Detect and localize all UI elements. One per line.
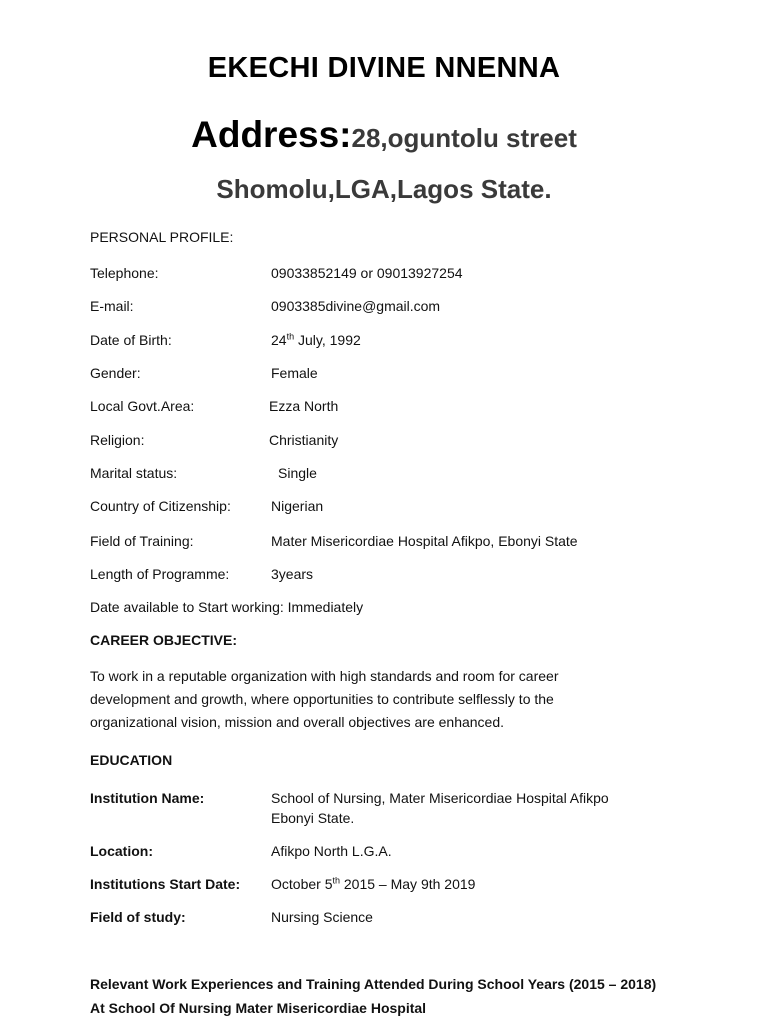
address-street: 28,oguntolu street — [351, 123, 577, 153]
training-label: Field of Training: — [90, 533, 194, 549]
dob-day: 24 — [271, 332, 287, 348]
training-value: Mater Misericordiae Hospital Afikpo, Ebonyi State — [271, 533, 578, 549]
start-date-pre: October 5 — [271, 876, 333, 892]
institution-value-line2: Ebonyi State. — [271, 810, 355, 826]
lga-label: Local Govt.Area: — [90, 398, 195, 414]
institution-label: Institution Name: — [90, 790, 205, 806]
institution-value-line1: School of Nursing, Mater Misericordiae Hospital Afikpo — [271, 790, 609, 806]
address-label: Address: — [191, 114, 352, 155]
start-date-label: Institutions Start Date: — [90, 876, 241, 892]
dob-rest: July, 1992 — [294, 332, 361, 348]
career-objective-line: To work in a reputable organization with high standards and room for career — [90, 668, 559, 684]
career-objective-heading: CAREER OBJECTIVE: — [90, 632, 238, 648]
telephone-value: 09033852149 or 09013927254 — [271, 265, 463, 281]
field-of-study-label: Field of study: — [90, 909, 186, 925]
location-value: Afikpo North L.G.A. — [271, 843, 392, 859]
work-experience-heading-line1: Relevant Work Experiences and Training Attended During School Years (2015 – 2018) — [90, 976, 657, 992]
gender-label: Gender: — [90, 365, 141, 381]
email-value: 0903385divine@gmail.com — [271, 298, 441, 314]
availability-line: Date available to Start working: Immediately — [90, 599, 364, 615]
programme-length-label: Length of Programme: — [90, 566, 230, 582]
programme-length-value: 3years — [271, 566, 314, 582]
dob-suffix: th — [286, 331, 295, 342]
career-objective-line: development and growth, where opportunities to contribute selflessly to the — [90, 691, 554, 707]
telephone-label: Telephone: — [90, 265, 159, 281]
start-date-suffix: th — [332, 875, 340, 886]
citizenship-label: Country of Citizenship: — [90, 498, 231, 514]
gender-value: Female — [271, 365, 318, 381]
religion-value: Christianity — [269, 432, 339, 448]
start-date-post: 2015 – May 9th 2019 — [340, 876, 476, 892]
marital-value: Single — [278, 465, 317, 481]
personal-profile-heading: PERSONAL PROFILE: — [90, 229, 234, 245]
religion-label: Religion: — [90, 432, 145, 448]
work-experience-heading-line2: At School Of Nursing Mater Misericordiae Hospital — [90, 1000, 427, 1016]
address-line-1 — [0, 114, 768, 156]
field-of-study-value: Nursing Science — [271, 909, 373, 925]
citizenship-value: Nigerian — [271, 498, 324, 514]
dob-label: Date of Birth: — [90, 332, 172, 348]
dob-value — [271, 331, 361, 349]
address-line-2: Shomolu,LGA,Lagos State. — [216, 174, 552, 204]
career-objective-text — [90, 665, 690, 734]
start-date-value — [271, 875, 475, 893]
email-label: E-mail: — [90, 298, 134, 314]
career-objective-line: organizational vision, mission and overall objectives are enhanced. — [90, 714, 505, 730]
lga-value: Ezza North — [269, 398, 339, 414]
candidate-name: EKECHI DIVINE NNENNA — [207, 52, 561, 84]
marital-label: Marital status: — [90, 465, 178, 481]
education-heading: EDUCATION — [90, 752, 173, 768]
location-label: Location: — [90, 843, 153, 859]
